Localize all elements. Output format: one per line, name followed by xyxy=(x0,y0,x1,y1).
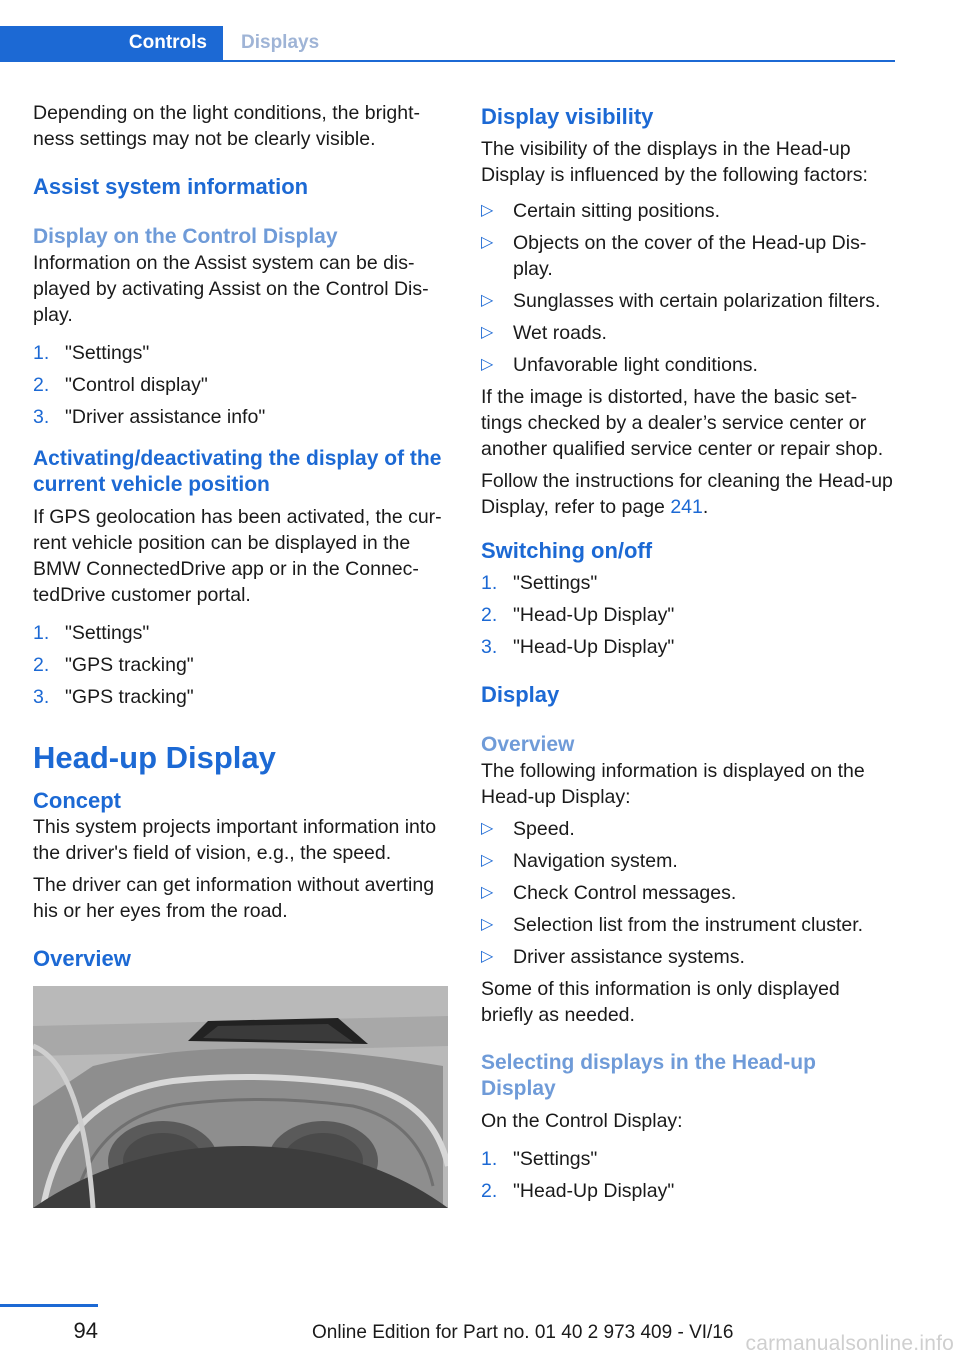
steps-gps xyxy=(33,620,451,710)
distorted-text: If the image is distorted, have the basic set-tings checked by a dealer’s service center or another qualified service center or repair shop. xyxy=(481,386,884,460)
list-item xyxy=(481,848,896,874)
step-number: 2. xyxy=(481,1180,498,1202)
step-number: 1. xyxy=(481,1148,498,1170)
list-item xyxy=(481,1146,896,1172)
triangle-bullet-icon: ▷ xyxy=(481,916,494,933)
step-number: 3. xyxy=(33,406,50,428)
steps-selecting xyxy=(481,1146,896,1204)
list-item xyxy=(481,570,896,596)
hud-dashboard-image xyxy=(33,986,448,1208)
list-item xyxy=(481,288,896,314)
step-text: "Driver assistance info" xyxy=(65,406,266,428)
list-item xyxy=(481,816,896,842)
list-item xyxy=(481,602,896,628)
hud-heading: Head-up Display xyxy=(33,740,276,775)
overview-heading-right: Overview xyxy=(481,733,575,756)
footer-rule xyxy=(0,1304,98,1307)
list-item-text: Certain sitting positions. xyxy=(513,200,721,222)
list-item-text: Speed. xyxy=(513,818,575,840)
list-item-text: Driver assistance systems. xyxy=(513,946,745,968)
list-item xyxy=(33,340,451,366)
steps-switching xyxy=(481,570,896,660)
list-item xyxy=(33,620,451,646)
assist-heading: Assist system information xyxy=(33,174,309,199)
activating-text: If GPS geolocation has been activated, the cur-rent vehicle position can be displayed in the BMW ConnectedDrive app or in the Connec-tedDrive customer portal. xyxy=(33,506,442,606)
step-number: 1. xyxy=(33,622,50,644)
step-number: 2. xyxy=(33,654,50,676)
step-text: "Settings" xyxy=(513,1148,598,1170)
steps-assist xyxy=(33,340,451,430)
list-item xyxy=(481,880,896,906)
list-item xyxy=(481,198,896,224)
triangle-bullet-icon: ▷ xyxy=(481,948,494,965)
triangle-bullet-icon: ▷ xyxy=(481,202,494,219)
list-item xyxy=(33,404,451,430)
step-text: "Head-Up Display" xyxy=(513,636,675,658)
page-number: 94 xyxy=(73,1318,98,1343)
step-number: 3. xyxy=(481,636,498,658)
overview-heading-left: Overview xyxy=(33,946,131,971)
cleaning-text-body: Follow the instructions for cleaning the Head-up Display, refer to page xyxy=(481,470,893,518)
step-text: "Head-Up Display" xyxy=(513,1180,675,1202)
edition-text: Online Edition for Part no. 01 40 2 973 409 - VI/16 xyxy=(312,1322,734,1343)
concept-text-1: This system projects important information into the driver's field of vision, e.g., the speed. xyxy=(33,816,437,864)
list-item-text: Selection list from the instrument cluster. xyxy=(513,914,864,936)
left-column xyxy=(33,100,451,1208)
list-item xyxy=(33,372,451,398)
concept-heading: Concept xyxy=(33,788,121,813)
watermark: carmanualsonline.info xyxy=(745,1332,954,1355)
step-number: 1. xyxy=(481,572,498,594)
list-item xyxy=(481,912,896,938)
activating-heading: Activating/deactivating the display of the current vehicle position xyxy=(33,447,442,496)
list-item xyxy=(33,684,451,710)
brief-text: Some of this information is only displayed briefly as needed. xyxy=(481,978,840,1026)
list-item-text: Unfavorable light conditions. xyxy=(513,354,758,376)
display-control-text: Information on the Assist system can be dis-played by activating Assist on the Control Dis-play. xyxy=(33,252,429,326)
selecting-text: On the Control Display: xyxy=(481,1110,683,1132)
step-text: "GPS tracking" xyxy=(65,654,194,676)
step-text: "Settings" xyxy=(513,572,598,594)
step-text: "Settings" xyxy=(65,342,150,364)
display-control-heading: Display on the Control Display xyxy=(33,225,338,248)
list-item xyxy=(481,230,896,282)
page-reference-link[interactable]: 241 xyxy=(670,496,703,518)
triangle-bullet-icon: ▷ xyxy=(481,820,494,837)
list-item-text: Sunglasses with certain polarization filters. xyxy=(513,290,881,312)
step-number: 2. xyxy=(33,374,50,396)
step-number: 3. xyxy=(33,686,50,708)
list-item xyxy=(481,320,896,346)
step-text: "Settings" xyxy=(65,622,150,644)
visibility-text: The visibility of the displays in the Head-up Display is influenced by the following factors: xyxy=(481,138,868,186)
triangle-bullet-icon: ▷ xyxy=(481,356,494,373)
tab-controls: Controls xyxy=(0,26,223,62)
cleaning-text: Follow the instructions for cleaning the Head-up Display, refer to page 241. xyxy=(481,470,893,518)
list-item-text: Wet roads. xyxy=(513,322,607,344)
step-text: "Head-Up Display" xyxy=(513,604,675,626)
right-column xyxy=(481,104,896,1210)
switching-heading: Switching on/off xyxy=(481,538,653,563)
display-heading: Display xyxy=(481,682,560,707)
list-item xyxy=(481,944,896,970)
list-item xyxy=(481,1178,896,1204)
visibility-heading: Display visibility xyxy=(481,104,654,129)
page-header xyxy=(0,26,895,62)
triangle-bullet-icon: ▷ xyxy=(481,884,494,901)
list-item xyxy=(481,634,896,660)
list-item-text: Check Control messages. xyxy=(513,882,737,904)
selecting-heading: Selecting displays in the Head-up Display xyxy=(481,1051,816,1100)
list-item xyxy=(481,352,896,378)
list-item xyxy=(33,652,451,678)
concept-text-2: The driver can get information without averting his or her eyes from the road. xyxy=(33,874,435,922)
info-list xyxy=(481,816,896,970)
step-text: "GPS tracking" xyxy=(65,686,194,708)
step-number: 1. xyxy=(33,342,50,364)
triangle-bullet-icon: ▷ xyxy=(481,324,494,341)
step-number: 2. xyxy=(481,604,498,626)
intro-text: Depending on the light conditions, the bright-ness settings may not be clearly visible. xyxy=(33,102,421,150)
triangle-bullet-icon: ▷ xyxy=(481,292,494,309)
list-item-text: Objects on the cover of the Head-up Dis-play. xyxy=(513,232,867,280)
triangle-bullet-icon: ▷ xyxy=(481,852,494,869)
step-text: "Control display" xyxy=(65,374,208,396)
triangle-bullet-icon: ▷ xyxy=(481,234,494,251)
list-item-text: Navigation system. xyxy=(513,850,678,872)
factors-list xyxy=(481,198,896,378)
overview-text: The following information is displayed on the Head-up Display: xyxy=(481,760,865,808)
tab-displays: Displays xyxy=(241,32,320,53)
dashboard-illustration xyxy=(33,986,448,1208)
